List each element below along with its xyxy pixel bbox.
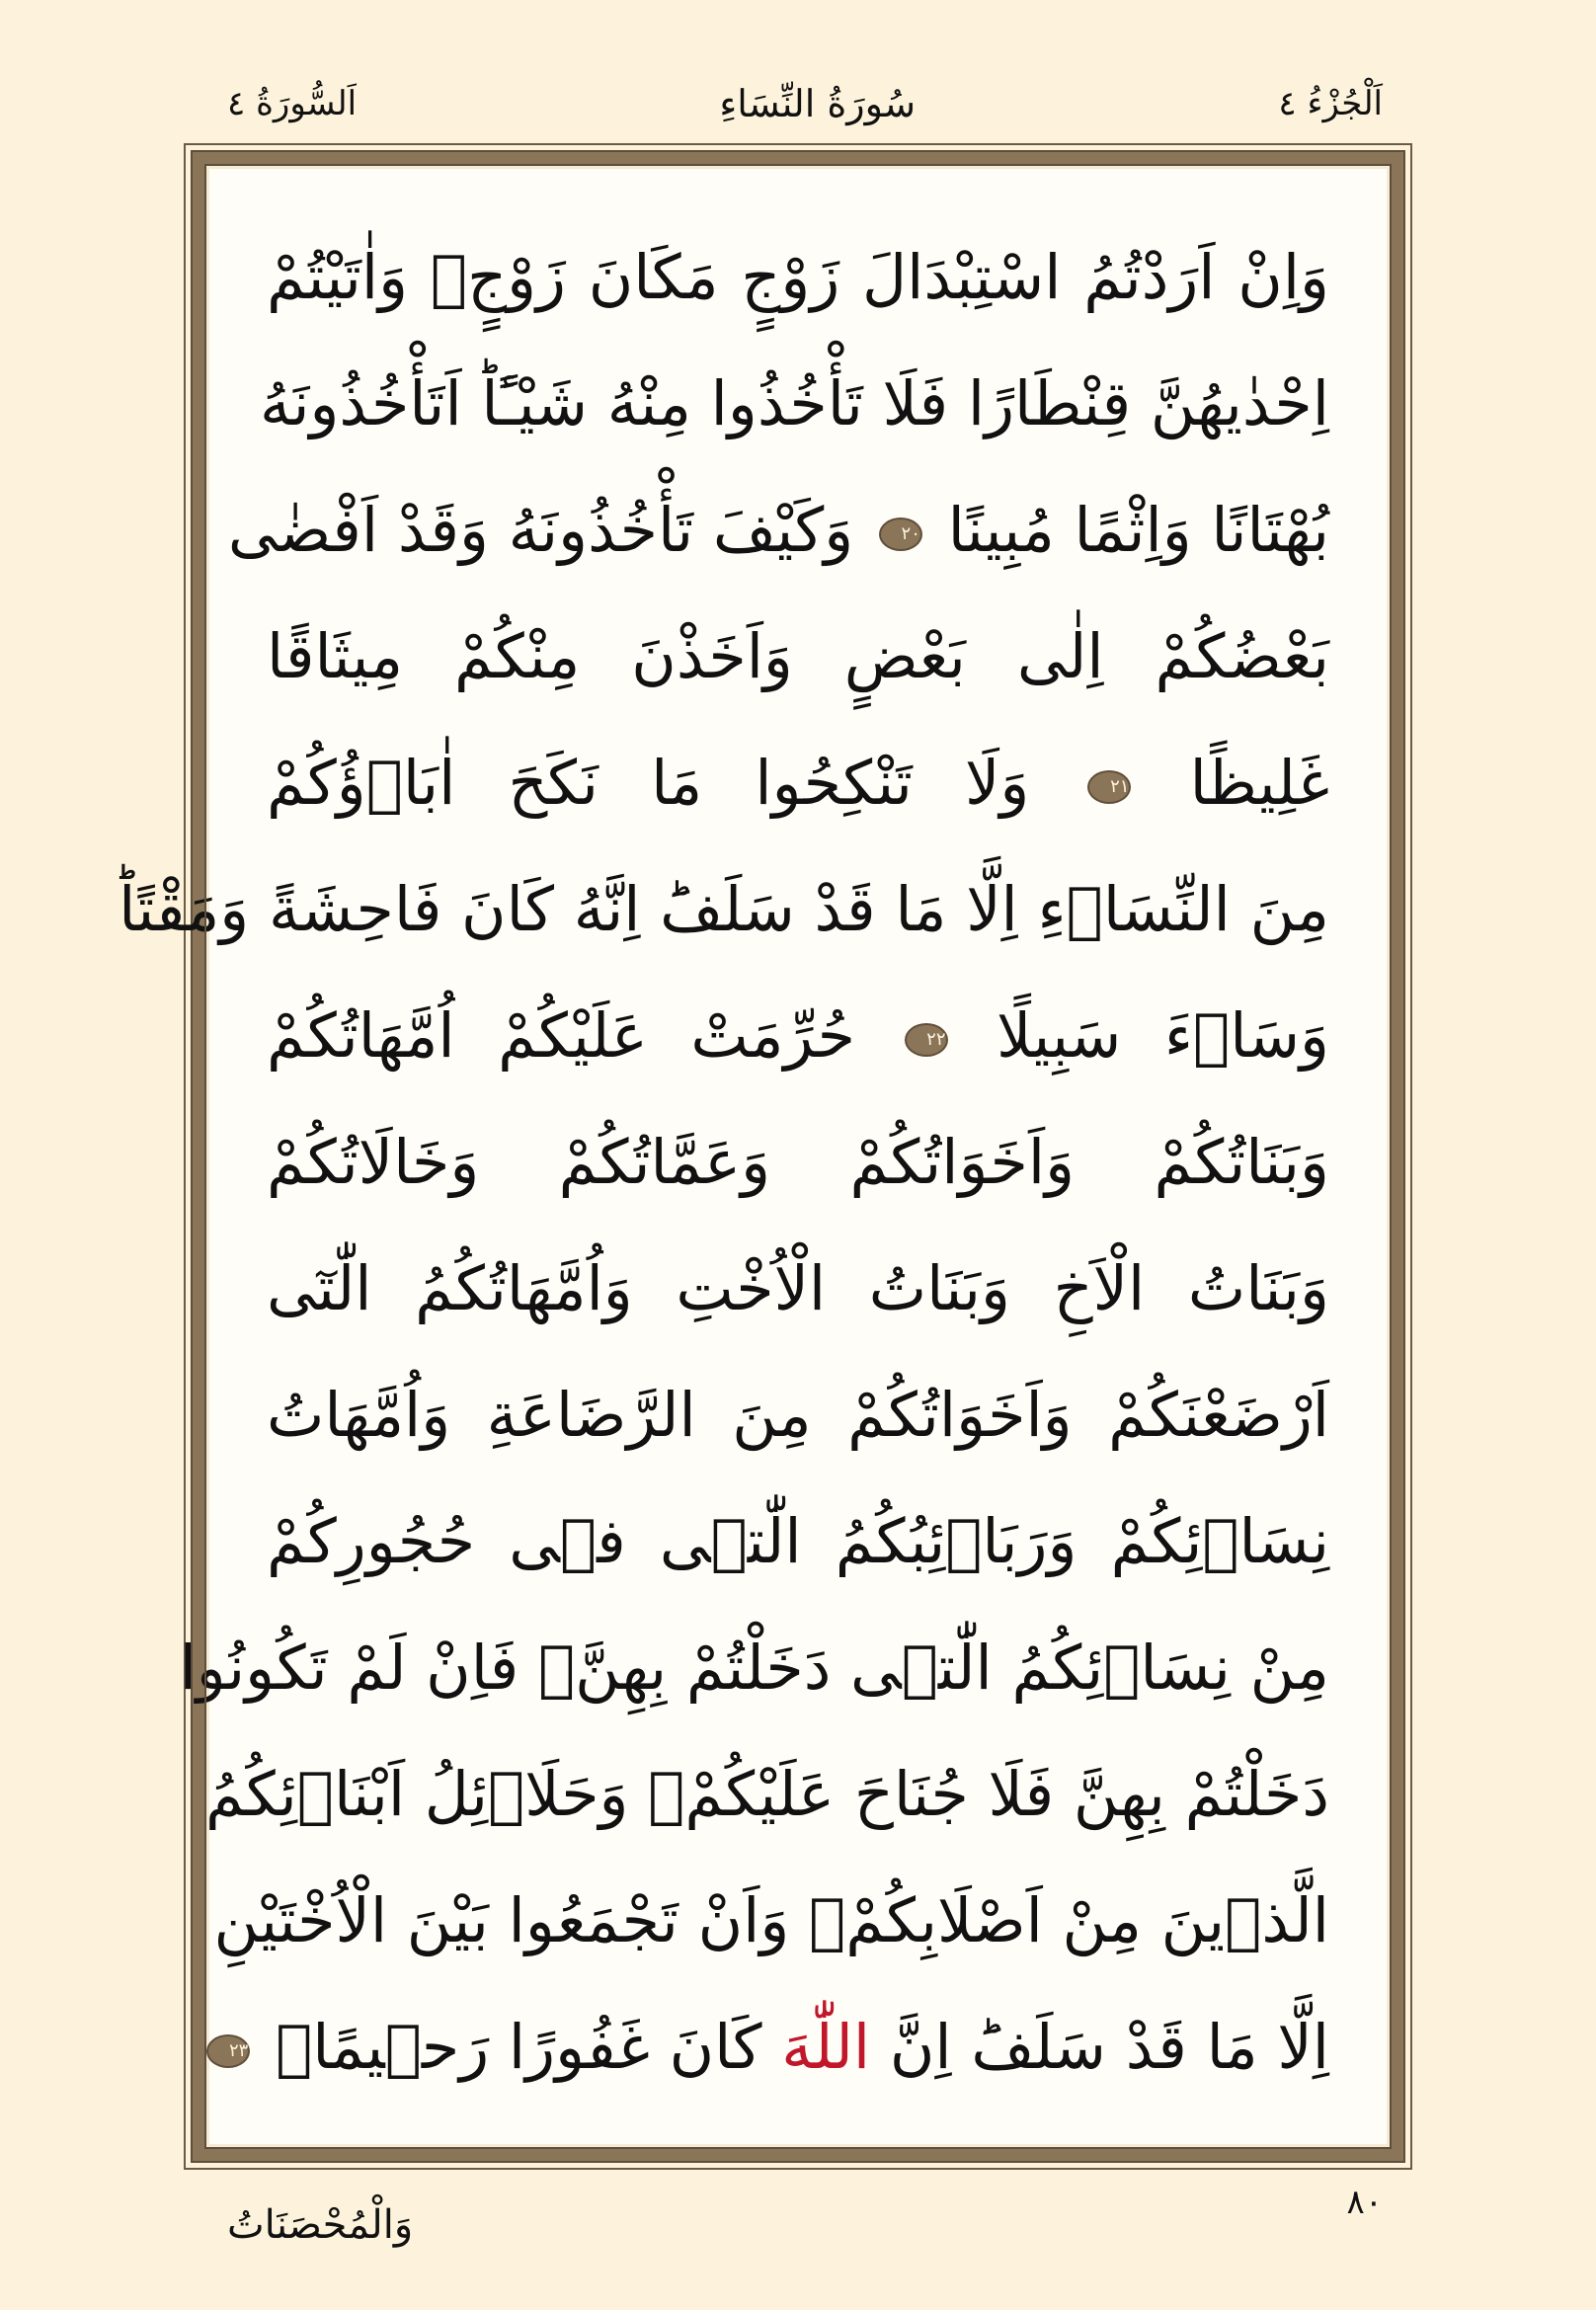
verse-text: غَلِيظًا <box>1189 747 1330 819</box>
verse-line <box>267 220 1329 335</box>
frame-border <box>119 150 1405 2163</box>
verse-text: وَسَاۤءَ سَبِيلًا <box>997 999 1329 1072</box>
verse-line <box>267 1105 1329 1220</box>
verse-line <box>267 979 1329 1093</box>
verse-text: مِنَ النِّسَاۤءِ اِلَّا مَا قَدْ سَلَفَؕ اِنَّهُ كَانَ فَاحِشَةً وَمَقْتًاؕ <box>119 873 1329 945</box>
verse-text: اِلَّا مَا قَدْ سَلَفَؕ اِنَّ <box>889 2011 1329 2083</box>
verse-text: بَعْضُكُمْ اِلٰى بَعْضٍ وَاَخَذْنَ مِنْكُمْ مِيثَاقًا <box>267 620 1329 692</box>
ayah-number-marker: ٢٢ <box>905 1023 948 1057</box>
verse-line <box>259 347 1329 461</box>
verse-text: دَخَلْتُمْ بِهِنَّ فَلَا جُنَاحَ عَلَيْكُمْۘ وَحَلَاۤئِلُ اَبْنَاۤئِكُمُ <box>205 1758 1329 1830</box>
surah-name: سُورَةُ النِّسَاءِ <box>719 82 917 125</box>
verse-line <box>267 1358 1329 1473</box>
verse-line <box>267 1232 1329 1346</box>
verse-line <box>227 473 1329 588</box>
verse-line <box>267 726 1329 840</box>
verse-text: بُهْتَانًا وَاِثْمًا مُبِينًا <box>947 494 1329 566</box>
frame-inner <box>119 166 1390 2147</box>
page-frame <box>119 143 1412 2170</box>
page-header <box>227 69 1383 138</box>
catchword: وَالْمُحْصَنَاتُ <box>227 2202 414 2248</box>
ayah-number-marker: ٢٠ <box>879 518 922 551</box>
juz-label: اَلْجُزْءُ ٤ <box>1278 84 1383 123</box>
verse-line <box>267 1484 1329 1599</box>
verse-text: مِنْ نِسَاۤئِكُمُ الّٰتٖى دَخَلْتُمْ بِهِنَّۘ فَاِنْ لَمْ تَكُونُوا <box>179 1632 1329 1704</box>
verse-line <box>119 852 1329 967</box>
verse-line <box>229 1990 1329 2105</box>
verse-text: الَّذٖينَ مِنْ اَصْلَابِكُمْۙ وَاَنْ تَجْمَعُوا بَيْنَ الْاُخْتَيْنِ <box>213 1884 1329 1956</box>
verse-text: وَبَنَاتُ الْاَخِ وَبَنَاتُ الْاُخْتِ وَاُمَّهَاتُكُمُ الّٰتٓى <box>267 1252 1329 1324</box>
verse-line <box>267 599 1329 714</box>
verse-text: اِحْدٰيهُنَّ قِنْطَارًا فَلَا تَأْخُذُوا مِنْهُ شَيْـًٔاؕ اَتَأْخُذُونَهُ <box>259 367 1329 439</box>
verse-text: وَاِنْ اَرَدْتُمُ اسْتِبْدَالَ زَوْجٍ مَكَانَ زَوْجٍۙ وَاٰتَيْتُمْ <box>267 241 1329 313</box>
verse-text: نِسَاۤئِكُمْ وَرَبَاۤئِبُكُمُ الّٰتٖى فٖى حُجُورِكُمْ <box>267 1505 1329 1577</box>
surah-number-label: اَلسُّورَةُ ٤ <box>227 84 358 123</box>
verse-text-area <box>119 169 1387 2144</box>
verse-text: حُرِّمَتْ عَلَيْكُمْ اُمَّهَاتُكُمْ <box>267 999 855 1072</box>
verse-text: وَلَا تَنْكِحُوا مَا نَكَحَ اٰبَاۤؤُكُمْ <box>267 747 1030 819</box>
verse-line <box>213 1864 1329 1978</box>
ayah-number-marker: ٢١ <box>1087 770 1131 804</box>
verse-line <box>179 1611 1329 1725</box>
verse-line <box>205 1737 1329 1852</box>
page-number: ٨٠ <box>1346 2183 1383 2222</box>
verse-text: وَكَيْفَ تَأْخُذُونَهُ وَقَدْ اَفْضٰى <box>227 494 854 566</box>
verse-text: كَانَ غَفُورًا رَحٖيمًاۙ <box>276 2011 762 2083</box>
ayah-number-marker: ٢٣ <box>206 2034 250 2068</box>
verse-text: اَرْضَعْنَكُمْ وَاَخَوَاتُكُمْ مِنَ الرَّضَاعَةِ وَاُمَّهَاتُ <box>267 1379 1329 1451</box>
page-footer <box>227 2183 1383 2262</box>
verse-text: وَبَنَاتُكُمْ وَاَخَوَاتُكُمْ وَعَمَّاتُكُمْ وَخَالَاتُكُمْ <box>267 1126 1329 1198</box>
divine-name: اللّٰهَ <box>781 2011 871 2083</box>
